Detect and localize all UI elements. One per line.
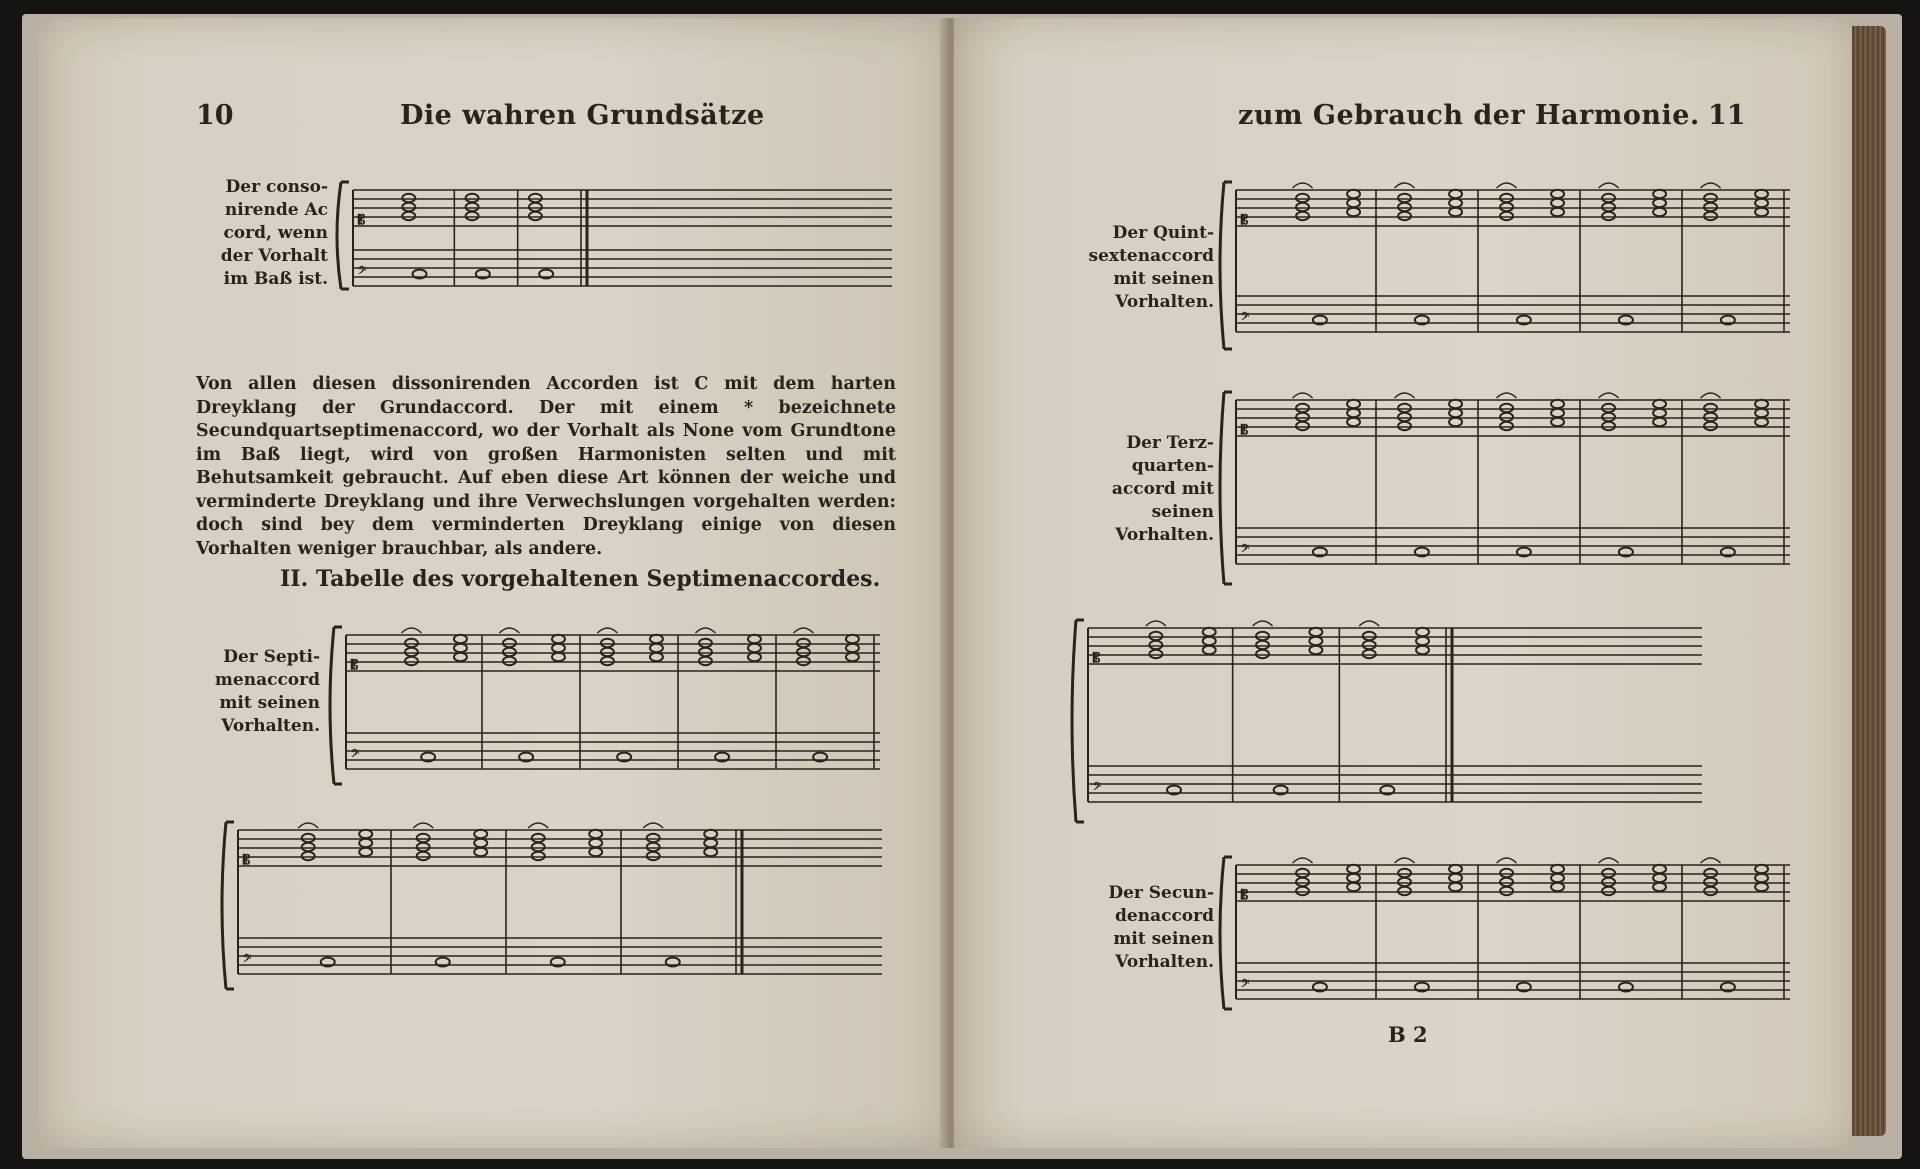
bass-clef-icon: 𝄢: [358, 265, 367, 280]
chord-note: [1449, 865, 1462, 873]
page-number: 11: [1708, 100, 1746, 131]
chord-note: [650, 635, 663, 643]
chord-note: [589, 839, 602, 847]
chord-note: [1363, 650, 1376, 658]
chord-note: [402, 194, 415, 202]
music-system-terzquarten-continued: [1066, 616, 1706, 826]
chord-note: [466, 212, 479, 220]
chord-note: [1653, 409, 1666, 417]
tie: [1395, 858, 1415, 863]
chord-note: [650, 644, 663, 652]
chord-note: [1653, 418, 1666, 426]
chord-note: [1347, 418, 1360, 426]
chord-note: [1551, 418, 1564, 426]
chord-note: [1500, 413, 1513, 421]
chord-note: [532, 843, 545, 851]
music-system-consonant: [331, 178, 896, 293]
chord-note: [1653, 874, 1666, 882]
brace: [1220, 182, 1232, 349]
chord-note: [503, 657, 516, 665]
tie: [1253, 621, 1273, 626]
chord-note: [1704, 887, 1717, 895]
chord-note: [1149, 650, 1162, 658]
page-edges: [1852, 26, 1886, 1136]
chord-note: [1398, 422, 1411, 430]
chord-note: [1416, 628, 1429, 636]
chord-note: [1755, 418, 1768, 426]
chord-note: [1449, 874, 1462, 882]
bass-staff: [353, 250, 892, 286]
soprano-clef-icon: 𝄡: [1241, 888, 1249, 903]
chord-note: [1449, 883, 1462, 891]
music-system-septimen-continued: [216, 818, 886, 993]
chord-note: [601, 648, 614, 656]
brace: [330, 627, 342, 784]
chord-note: [529, 212, 542, 220]
tie: [1701, 393, 1721, 398]
chord-note: [1416, 646, 1429, 654]
chord-note: [417, 843, 430, 851]
chord-note: [359, 848, 372, 856]
section-title: II. Tabelle des vorgehaltenen Septimenaccordes.: [280, 566, 881, 592]
chord-note: [1704, 203, 1717, 211]
chord-note: [1449, 190, 1462, 198]
tie: [298, 823, 318, 828]
bass-staff: [1236, 963, 1790, 999]
chord-note: [589, 830, 602, 838]
chord-note: [402, 212, 415, 220]
chord-note: [1296, 212, 1309, 220]
chord-note: [1449, 208, 1462, 216]
chord-note: [1347, 409, 1360, 417]
music-system-drawing: [331, 178, 896, 293]
chord-note: [1704, 878, 1717, 886]
chord-note: [846, 653, 859, 661]
chord-note: [503, 648, 516, 656]
brace: [222, 822, 234, 989]
chord-note: [647, 852, 660, 860]
chord-note: [1653, 883, 1666, 891]
chord-note: [1653, 190, 1666, 198]
chord-note: [1755, 208, 1768, 216]
bass-staff: [346, 733, 880, 769]
chord-note: [748, 653, 761, 661]
chord-note: [1500, 404, 1513, 412]
chord-note: [1296, 869, 1309, 877]
chord-note: [1296, 404, 1309, 412]
chord-note: [529, 203, 542, 211]
chord-note: [647, 834, 660, 842]
chord-note: [1347, 190, 1360, 198]
chord-note: [1309, 637, 1322, 645]
chord-note: [1755, 400, 1768, 408]
chord-note: [405, 657, 418, 665]
chord-note: [1755, 409, 1768, 417]
chord-note: [699, 648, 712, 656]
chord-note: [503, 639, 516, 647]
chord-note: [1398, 194, 1411, 202]
chord-note: [532, 834, 545, 842]
tie: [1497, 183, 1517, 188]
chord-note: [1256, 641, 1269, 649]
bass-staff: [1236, 296, 1790, 332]
soprano-clef-icon: 𝄡: [1093, 651, 1101, 666]
chord-note: [846, 635, 859, 643]
chord-note: [1551, 865, 1564, 873]
chord-note: [797, 657, 810, 665]
chord-note: [1398, 878, 1411, 886]
chord-note: [699, 639, 712, 647]
chord-note: [1704, 212, 1717, 220]
chord-note: [1551, 190, 1564, 198]
chord-note: [601, 639, 614, 647]
chord-note: [1398, 887, 1411, 895]
tie: [1599, 393, 1619, 398]
chord-note: [302, 834, 315, 842]
treble-staff: [353, 190, 892, 226]
chord-note: [1149, 641, 1162, 649]
chord-note: [1602, 422, 1615, 430]
chord-note: [1203, 637, 1216, 645]
label-septimen-accord: Der Septi- menaccord mit seinen Vorhalten.: [214, 647, 320, 736]
tie: [1146, 621, 1166, 626]
chord-note: [552, 644, 565, 652]
chord-note: [1398, 413, 1411, 421]
chord-note: [1755, 190, 1768, 198]
chord-note: [1363, 632, 1376, 640]
chord-note: [1398, 203, 1411, 211]
chord-note: [474, 830, 487, 838]
chord-note: [647, 843, 660, 851]
chord-note: [1602, 212, 1615, 220]
chord-note: [1347, 865, 1360, 873]
chord-note: [797, 639, 810, 647]
music-system-drawing: [1214, 178, 1794, 353]
tie: [401, 628, 421, 633]
tie: [1497, 858, 1517, 863]
label-terzquarten-accord: Der Terz- quarten- accord mit seinen Vorhalten.: [1111, 433, 1214, 545]
chord-note: [466, 203, 479, 211]
bass-clef-icon: 𝄢: [1241, 978, 1250, 993]
chord-note: [1704, 404, 1717, 412]
chord-note: [1755, 865, 1768, 873]
tie: [1293, 183, 1313, 188]
tie: [1293, 858, 1313, 863]
tie: [695, 628, 715, 633]
bass-clef-icon: 𝄢: [1093, 781, 1102, 796]
chord-note: [454, 635, 467, 643]
chord-note: [1347, 883, 1360, 891]
chord-note: [1653, 400, 1666, 408]
music-system-drawing: [324, 623, 884, 788]
chord-note: [1704, 413, 1717, 421]
chord-note: [1296, 422, 1309, 430]
chord-note: [1551, 208, 1564, 216]
treble-staff: [238, 830, 882, 866]
chord-note: [1296, 194, 1309, 202]
brace: [1220, 392, 1232, 584]
music-system-drawing: [1214, 388, 1794, 588]
running-head: zum Gebrauch der Harmonie.: [1238, 100, 1700, 131]
chord-note: [466, 194, 479, 202]
tie: [1293, 393, 1313, 398]
page-number: 10: [196, 100, 234, 131]
chord-note: [302, 843, 315, 851]
tie: [1497, 393, 1517, 398]
chord-note: [1653, 199, 1666, 207]
tie: [1395, 183, 1415, 188]
music-system-terzquarten: [1214, 388, 1794, 588]
tie: [1599, 858, 1619, 863]
chord-note: [1653, 865, 1666, 873]
chord-note: [797, 648, 810, 656]
chord-note: [1363, 641, 1376, 649]
body-paragraph: Von allen diesen dissonirenden Accorden ist C mit dem harten Dreyklang der Grundaccord. Der mit einem * bezeichnete Secundquartseptimenaccord, wo der Vorhalt als None vom Grundtone im Baß liegt, wird von großen Harmonisten selten und mit Behutsamkeit gebraucht. Auf eben diese Art können der weiche und verminderte Dreyklang und ihre Verwechslungen vorgehalten werden: doch sind bey dem verminderten Dreyklang einige von diesen Vorhalten weniger brauchbar, als andere.: [196, 374, 896, 559]
right-page: [954, 18, 1852, 1148]
chord-note: [1500, 422, 1513, 430]
music-system-drawing: [1214, 853, 1794, 1013]
chord-note: [1704, 869, 1717, 877]
chord-note: [1398, 869, 1411, 877]
chord-note: [1602, 404, 1615, 412]
chord-note: [552, 653, 565, 661]
chord-note: [532, 852, 545, 860]
chord-note: [1602, 413, 1615, 421]
tie: [499, 628, 519, 633]
soprano-clef-icon: 𝄡: [351, 658, 359, 673]
chord-note: [1551, 400, 1564, 408]
bass-clef-icon: 𝄢: [243, 953, 252, 968]
chord-note: [474, 848, 487, 856]
music-system-quintsexten: [1214, 178, 1794, 353]
music-system-drawing: [1066, 616, 1706, 826]
bass-clef-icon: 𝄢: [351, 748, 360, 763]
chord-note: [1500, 869, 1513, 877]
chord-note: [1500, 212, 1513, 220]
chord-note: [454, 644, 467, 652]
tie: [413, 823, 433, 828]
chord-note: [1704, 422, 1717, 430]
chord-note: [1755, 883, 1768, 891]
chord-note: [1347, 874, 1360, 882]
chord-note: [1500, 194, 1513, 202]
chord-note: [1449, 409, 1462, 417]
chord-note: [1551, 883, 1564, 891]
chord-note: [846, 644, 859, 652]
music-system-drawing: [216, 818, 886, 993]
chord-note: [704, 848, 717, 856]
tie: [528, 823, 548, 828]
chord-note: [1309, 628, 1322, 636]
chord-note: [748, 635, 761, 643]
chord-note: [1203, 628, 1216, 636]
chord-note: [1398, 404, 1411, 412]
tie: [1599, 183, 1619, 188]
chord-note: [1602, 203, 1615, 211]
bass-staff: [1088, 766, 1702, 802]
chord-note: [1551, 874, 1564, 882]
chord-note: [1653, 208, 1666, 216]
chord-note: [1149, 632, 1162, 640]
chord-note: [552, 635, 565, 643]
soprano-clef-icon: 𝄡: [358, 213, 366, 228]
soprano-clef-icon: 𝄡: [1241, 213, 1249, 228]
label-secunden-accord: Der Secun- denaccord mit seinen Vorhalten.: [1108, 883, 1214, 972]
chord-note: [1449, 199, 1462, 207]
chord-note: [1755, 874, 1768, 882]
chord-note: [405, 648, 418, 656]
chord-note: [1551, 409, 1564, 417]
brace: [1220, 857, 1232, 1009]
soprano-clef-icon: 𝄡: [243, 853, 251, 868]
chord-note: [650, 653, 663, 661]
chord-note: [1755, 199, 1768, 207]
chord-note: [1500, 203, 1513, 211]
chord-note: [601, 657, 614, 665]
chord-note: [1256, 632, 1269, 640]
soprano-clef-icon: 𝄡: [1241, 423, 1249, 438]
chord-note: [1416, 637, 1429, 645]
chord-note: [704, 839, 717, 847]
bass-staff: [1236, 528, 1790, 564]
chord-note: [589, 848, 602, 856]
brace: [337, 182, 349, 289]
bass-staff: [238, 938, 882, 974]
chord-note: [1203, 646, 1216, 654]
left-page: [38, 18, 948, 1148]
label-quintsexten-accord: Der Quint- sextenaccord mit seinen Vorhalten.: [1088, 223, 1214, 312]
tie: [1359, 621, 1379, 626]
chord-note: [1500, 878, 1513, 886]
chord-note: [529, 194, 542, 202]
chord-note: [417, 852, 430, 860]
tie: [643, 823, 663, 828]
music-system-secunden: [1214, 853, 1794, 1013]
chord-note: [1449, 418, 1462, 426]
chord-note: [1347, 400, 1360, 408]
bass-clef-icon: 𝄢: [1241, 311, 1250, 326]
chord-note: [359, 839, 372, 847]
chord-note: [1602, 887, 1615, 895]
chord-note: [1296, 878, 1309, 886]
treble-staff: [1088, 628, 1702, 664]
chord-note: [1500, 887, 1513, 895]
chord-note: [1602, 869, 1615, 877]
chord-note: [405, 639, 418, 647]
bass-clef-icon: 𝄢: [1241, 543, 1250, 558]
chord-note: [302, 852, 315, 860]
chord-note: [1256, 650, 1269, 658]
tie: [793, 628, 813, 633]
chord-note: [1347, 208, 1360, 216]
chord-note: [417, 834, 430, 842]
chord-note: [454, 653, 467, 661]
tie: [1701, 183, 1721, 188]
chord-note: [704, 830, 717, 838]
chord-note: [1347, 199, 1360, 207]
chord-note: [1551, 199, 1564, 207]
signature-mark: B 2: [1388, 1022, 1428, 1047]
chord-note: [1704, 194, 1717, 202]
chord-note: [402, 203, 415, 211]
chord-note: [474, 839, 487, 847]
brace: [1072, 620, 1084, 822]
tie: [1395, 393, 1415, 398]
music-system-septimen: [324, 623, 884, 788]
running-head: Die wahren Grundsätze: [400, 100, 765, 131]
tie: [1701, 858, 1721, 863]
label-consonant-accord: Der conso- nirende Ac cord, wenn der Vorhalt im Baß ist.: [220, 177, 328, 289]
chord-note: [1602, 194, 1615, 202]
chord-note: [1309, 646, 1322, 654]
chord-note: [748, 644, 761, 652]
chord-note: [359, 830, 372, 838]
tie: [597, 628, 617, 633]
chord-note: [1296, 887, 1309, 895]
chord-note: [699, 657, 712, 665]
chord-note: [1449, 400, 1462, 408]
chord-note: [1296, 203, 1309, 211]
chord-note: [1398, 212, 1411, 220]
chord-note: [1602, 878, 1615, 886]
chord-note: [1296, 413, 1309, 421]
